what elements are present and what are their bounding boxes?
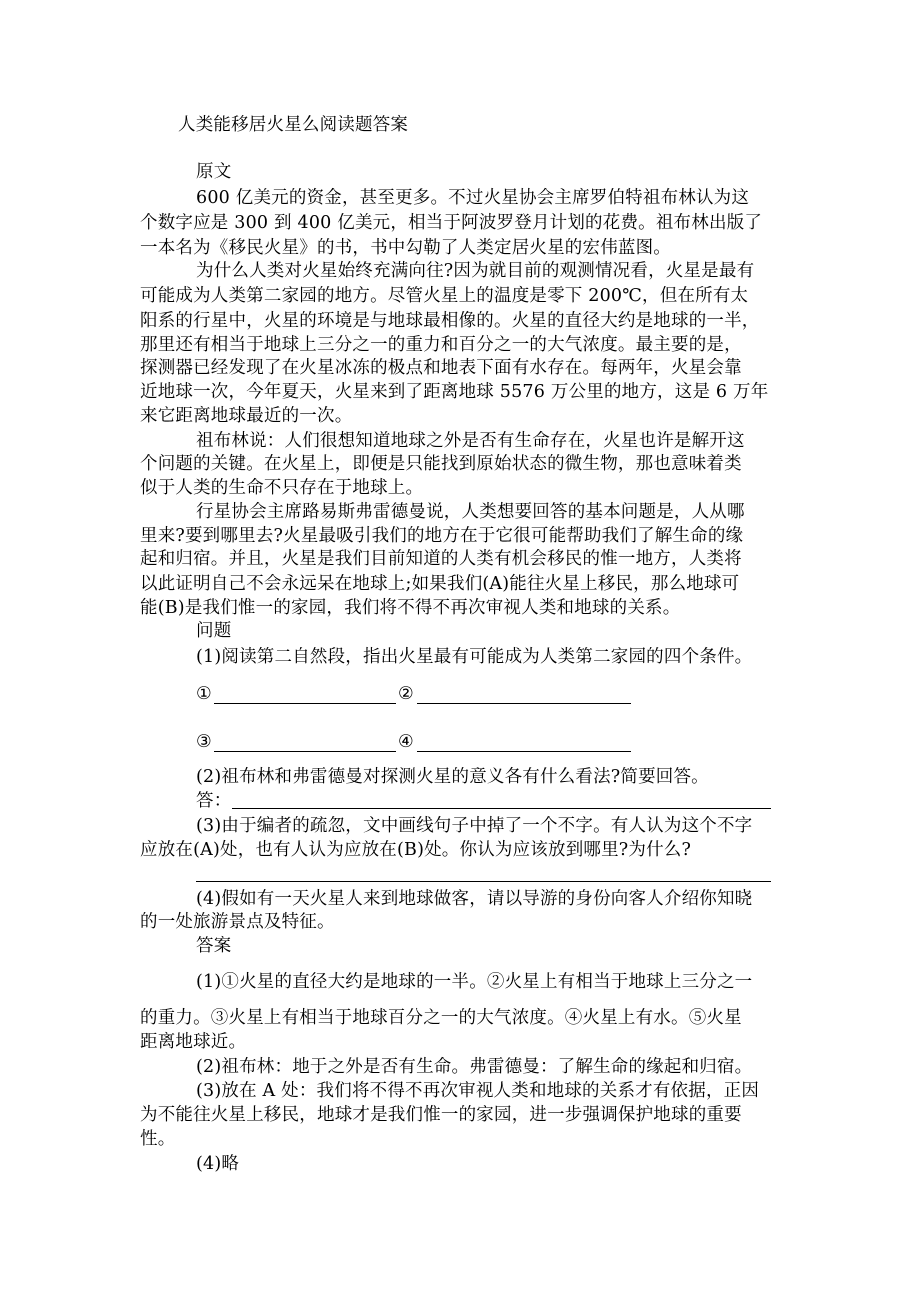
answer-1-line-2: 的重力。③火星上有相当于地球百分之一的大气浓度。④火星上有水。⑤火星 (140, 1008, 742, 1028)
answer-label: 答： (196, 791, 232, 811)
paragraph-2-line-3: 阳系的行星中，火星的环境是与地球最相像的。火星的直径大约是地球的一半， (140, 311, 760, 331)
question-3-line-2: 应放在(A)处，也有人认为应放在(B)处。你认为应该放到哪里?为什么? (140, 840, 692, 860)
paragraph-2-line-7: 来它距离地球最近的一次。 (140, 406, 353, 426)
answer-3-line-1: (3)放在 A 处：我们将不得不再次审视人类和地球的关系才有依据，正因 (196, 1081, 760, 1101)
paragraph-4-line-4: 以此证明自己不会永远呆在地球上;如果我们(A)能往火星上移民，那么地球可 (140, 574, 740, 594)
paragraph-4-line-2: 里来?要到哪里去?火星最吸引我们的地方在于它很可能帮助我们了解生命的缘 (140, 526, 744, 546)
paragraph-2-line-4: 那里还有相当于地球上三分之一的重力和百分之一的大气浓度。最主要的是， (140, 335, 742, 355)
answer-2: (2)祖布林：地于之外是否有生命。弗雷德曼：了解生命的缘起和归宿。 (196, 1057, 753, 1077)
blank-marker-1: ① (196, 684, 212, 704)
answer-3-line-2: 为不能往火星上移民，地球才是我们惟一的家园，进一步强调保护地球的重要 (140, 1105, 742, 1125)
question-2-answer-line (232, 808, 771, 809)
question-2: (2)祖布林和弗雷德曼对探测火星的意义各有什么看法?简要回答。 (196, 767, 709, 787)
paragraph-4-line-3: 起和归宿。并且，火星是我们目前知道的人类有机会移民的惟一地方，人类将 (140, 549, 742, 569)
answers-heading: 答案 (196, 936, 232, 956)
answer-4: (4)略 (196, 1154, 240, 1174)
answer-blank-1 (214, 703, 396, 704)
question-3-line-1: (3)由于编者的疏忽，文中画线句子中掉了一个不字。有人认为这个不字 (196, 816, 753, 836)
answer-1-line-3: 距离地球近。 (140, 1032, 247, 1052)
paragraph-2-line-1: 为什么人类对火星始终充满向往?因为就目前的观测情况看，火星是最有 (196, 261, 755, 281)
paragraph-3-line-2: 个问题的关键。在火星上，即便是只能找到原始状态的微生物，那也意味着类 (140, 454, 742, 474)
paragraph-2-line-5: 探测器已经发现了在火星冰冻的极点和地表下面有水存在。每两年，火星会靠 (140, 358, 742, 378)
paragraph-3-line-3: 似于人类的生命不只存在于地球上。 (140, 478, 424, 498)
blank-marker-3: ③ (196, 732, 212, 752)
paragraph-4-line-5: 能(B)是我们惟一的家园，我们将不得不再次审视人类和地球的关系。 (140, 598, 681, 618)
answer-blank-3 (214, 751, 396, 752)
paragraph-3-line-1: 祖布林说：人们很想知道地球之外是否有生命存在，火星也许是解开这 (196, 431, 745, 451)
blank-marker-4: ④ (398, 732, 414, 752)
answer-1-line-1: (1)①火星的直径大约是地球的一半。②火星上有相当于地球上三分之一 (196, 972, 753, 992)
questions-heading: 问题 (196, 621, 232, 641)
document-title: 人类能移居火星么阅读题答案 (178, 115, 409, 135)
paragraph-1-line-2: 个数字应是 300 到 400 亿美元，相当于阿波罗登月计划的花费。祖布林出版了 (140, 213, 763, 233)
paragraph-4-line-1: 行星协会主席路易斯弗雷德曼说，人类想要回答的基本问题是，人从哪 (196, 502, 745, 522)
blank-marker-2: ② (398, 684, 414, 704)
paragraph-1-line-3: 一本名为《移民火星》的书，书中勾勒了人类定居火星的宏伟蓝图。 (140, 238, 671, 258)
question-4-line-2: 的一处旅游景点及特征。 (140, 912, 335, 932)
paragraph-1-line-1: 600 亿美元的资金，甚至更多。不过火星协会主席罗伯特祖布林认为这 (196, 188, 750, 208)
answer-blank-2 (417, 703, 631, 704)
question-4-line-1: (4)假如有一天火星人来到地球做客，请以导游的身份向客人介绍你知晓 (196, 889, 753, 909)
paragraph-2-line-2: 可能成为人类第二家园的地方。尽管火星上的温度是零下 200℃，但在所有太 (140, 286, 749, 306)
answer-3-line-3: 性。 (140, 1129, 176, 1149)
original-heading: 原文 (196, 162, 232, 182)
question-3-answer-line (196, 881, 771, 882)
paragraph-2-line-6: 近地球一次，今年夏天，火星来到了距离地球 5576 万公里的地方，这是 6 万年 (140, 382, 769, 402)
question-1: (1)阅读第二自然段，指出火星最有可能成为人类第二家园的四个条件。 (196, 647, 753, 667)
answer-blank-4 (417, 751, 631, 752)
